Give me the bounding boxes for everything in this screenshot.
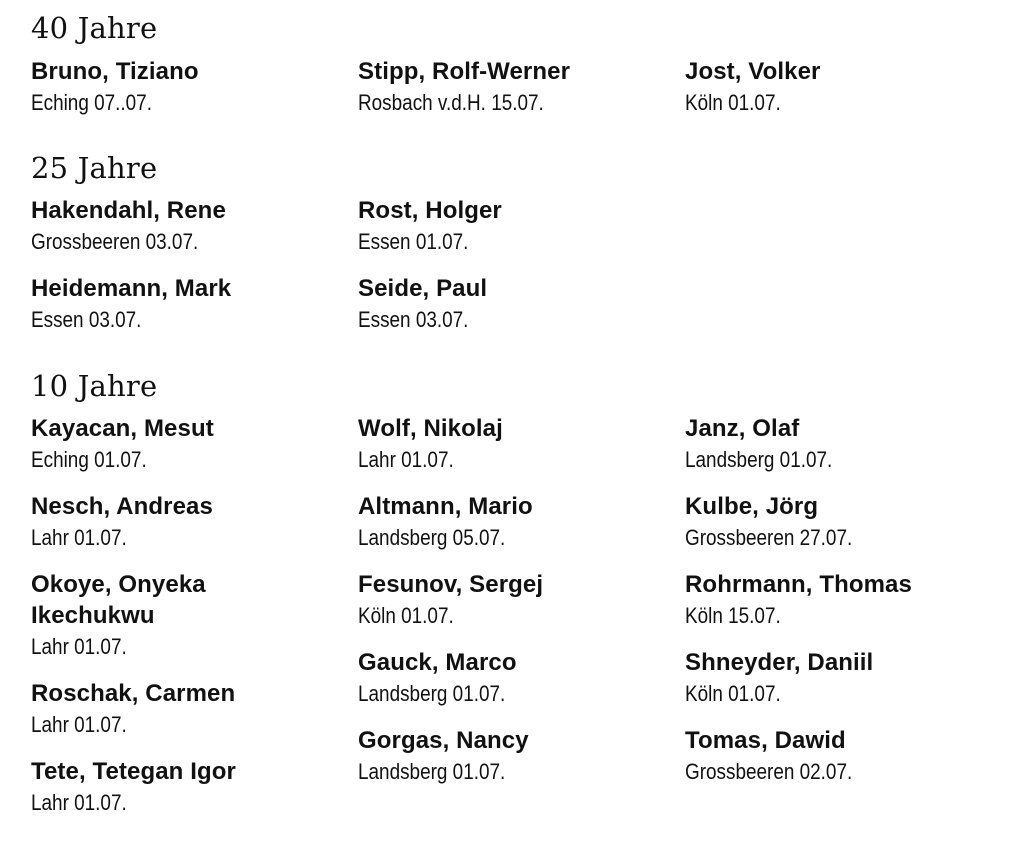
employee-name: Fesunov, Sergej bbox=[358, 571, 544, 598]
location-date: Lahr 01.07. bbox=[31, 790, 127, 815]
column-10-3 bbox=[685, 413, 995, 788]
employee-name: Rost, Holger bbox=[358, 197, 502, 224]
employee-name: Wolf, Nikolaj bbox=[358, 415, 503, 442]
jubilee-entry bbox=[685, 569, 995, 632]
location-date: Essen 03.07. bbox=[358, 307, 469, 332]
employee-name: Heidemann, Mark bbox=[31, 275, 232, 302]
location-date: Landsberg 01.07. bbox=[685, 447, 833, 472]
location-date: Grossbeeren 02.07. bbox=[685, 759, 853, 784]
jubilee-entry bbox=[31, 756, 341, 819]
employee-name: Jost, Volker bbox=[685, 58, 821, 85]
column-25-1 bbox=[31, 195, 341, 336]
jubilee-entry bbox=[685, 56, 995, 119]
location-date: Köln 01.07. bbox=[685, 90, 781, 115]
location-date: Köln 01.07. bbox=[358, 603, 454, 628]
location-date: Landsberg 01.07. bbox=[358, 681, 506, 706]
location-date: Eching 07..07. bbox=[31, 90, 152, 115]
location-date: Grossbeeren 03.07. bbox=[31, 229, 199, 254]
jubilee-entry bbox=[685, 413, 995, 476]
jubilee-entry bbox=[358, 725, 668, 788]
jubilee-entry bbox=[31, 273, 341, 336]
employee-name: Janz, Olaf bbox=[685, 415, 800, 442]
jubilee-entry bbox=[358, 569, 668, 632]
jubilee-entry bbox=[31, 195, 341, 258]
jubilee-entry bbox=[358, 195, 668, 258]
jubilee-entry bbox=[358, 56, 668, 119]
employee-name: Nesch, Andreas bbox=[31, 493, 213, 520]
employee-name: Seide, Paul bbox=[358, 275, 488, 302]
employee-name: Tete, Tetegan Igor bbox=[31, 758, 236, 785]
location-date: Landsberg 05.07. bbox=[358, 525, 506, 550]
employee-name: Shneyder, Daniil bbox=[685, 649, 874, 676]
jubilee-entry bbox=[358, 273, 668, 336]
jubilee-entry bbox=[31, 569, 341, 663]
column-25-2 bbox=[358, 195, 668, 336]
jubilee-entry bbox=[358, 413, 668, 476]
employee-name: Altmann, Mario bbox=[358, 493, 533, 520]
column-40-3 bbox=[685, 56, 995, 119]
employee-name: Gorgas, Nancy bbox=[358, 727, 529, 754]
employee-name: Kulbe, Jörg bbox=[685, 493, 819, 520]
employee-name: Hakendahl, Rene bbox=[31, 197, 226, 224]
location-date: Essen 03.07. bbox=[31, 307, 142, 332]
employee-name: Tomas, Dawid bbox=[685, 727, 846, 754]
column-40-1 bbox=[31, 56, 341, 119]
location-date: Rosbach v.d.H. 15.07. bbox=[358, 90, 544, 115]
jubilee-entry bbox=[358, 491, 668, 554]
location-date: Lahr 01.07. bbox=[31, 634, 127, 659]
column-10-2 bbox=[358, 413, 668, 788]
section-title-25-jahre: 25 Jahre bbox=[31, 151, 158, 185]
location-date: Lahr 01.07. bbox=[31, 712, 127, 737]
location-date: Essen 01.07. bbox=[358, 229, 469, 254]
location-date: Landsberg 01.07. bbox=[358, 759, 506, 784]
employee-name: Rohrmann, Thomas bbox=[685, 571, 912, 598]
jubilee-entry bbox=[685, 647, 995, 710]
section-title-40-jahre: 40 Jahre bbox=[31, 11, 158, 45]
employee-name: Stipp, Rolf-Werner bbox=[358, 58, 571, 85]
jubilee-entry bbox=[31, 413, 341, 476]
column-40-2 bbox=[358, 56, 668, 119]
jubilee-entry bbox=[685, 491, 995, 554]
employee-name: Bruno, Tiziano bbox=[31, 58, 199, 85]
jubilee-entry bbox=[685, 725, 995, 788]
jubilee-entry bbox=[31, 678, 341, 741]
employee-name: Roschak, Carmen bbox=[31, 680, 236, 707]
location-date: Köln 15.07. bbox=[685, 603, 781, 628]
location-date: Lahr 01.07. bbox=[358, 447, 454, 472]
employee-name: Kayacan, Mesut bbox=[31, 415, 214, 442]
location-date: Lahr 01.07. bbox=[31, 525, 127, 550]
jubilee-entry bbox=[31, 56, 341, 119]
employee-name: Gauck, Marco bbox=[358, 649, 517, 676]
location-date: Grossbeeren 27.07. bbox=[685, 525, 853, 550]
employee-name: Okoye, Onyeka Ikechukwu bbox=[31, 571, 206, 629]
jubilee-entry bbox=[31, 491, 341, 554]
location-date: Köln 01.07. bbox=[685, 681, 781, 706]
location-date: Eching 01.07. bbox=[31, 447, 147, 472]
section-title-10-jahre: 10 Jahre bbox=[31, 369, 158, 403]
column-10-1 bbox=[31, 413, 341, 819]
jubilee-entry bbox=[358, 647, 668, 710]
